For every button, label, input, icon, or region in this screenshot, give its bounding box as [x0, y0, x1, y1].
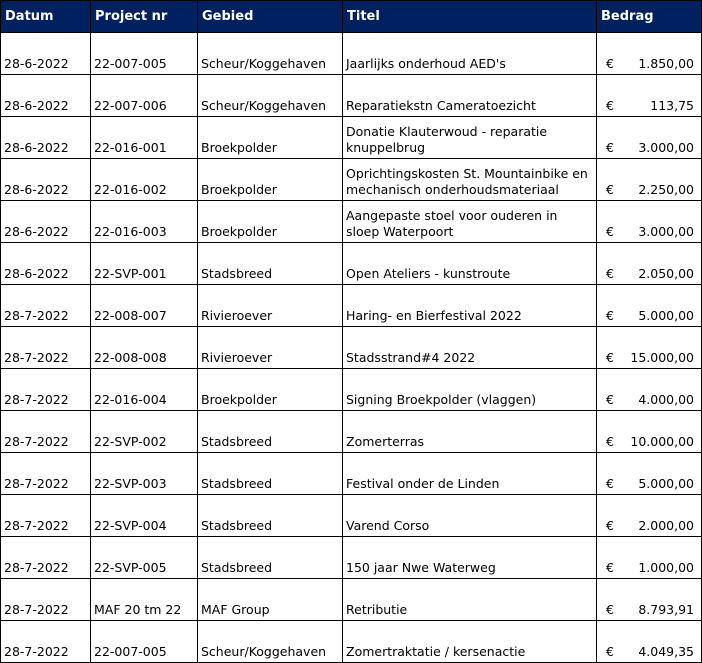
cell-project-nr: 22-016-001	[91, 117, 198, 159]
table-row	[1, 117, 702, 159]
cell-datum: 28-6-2022	[1, 201, 91, 243]
cell-bedrag	[597, 495, 702, 537]
table-row	[1, 75, 702, 117]
cell-gebied: Stadsbreed	[198, 495, 343, 537]
table-row	[1, 201, 702, 243]
cell-titel: Donatie Klauterwoud - reparatie knuppelbrug	[343, 117, 597, 159]
cell-titel: Stadsstrand#4 2022	[343, 327, 597, 369]
cell-titel: Open Ateliers - kunstroute	[343, 243, 597, 285]
cell-project-nr: 22-SVP-004	[91, 495, 198, 537]
table-row	[1, 285, 702, 327]
cell-project-nr: 22-SVP-005	[91, 537, 198, 579]
currency-symbol: €	[606, 392, 614, 407]
cell-datum: 28-7-2022	[1, 327, 91, 369]
cell-gebied: Scheur/Koggehaven	[198, 33, 343, 75]
cell-titel: Haring- en Bierfestival 2022	[343, 285, 597, 327]
cell-bedrag	[597, 579, 702, 621]
cell-gebied: Stadsbreed	[198, 453, 343, 495]
cell-titel: 150 jaar Nwe Waterweg	[343, 537, 597, 579]
cell-datum: 28-7-2022	[1, 537, 91, 579]
cell-bedrag	[597, 369, 702, 411]
cell-gebied: Rivieroever	[198, 327, 343, 369]
table-row	[1, 411, 702, 453]
amount-value: 3.000,00	[638, 224, 694, 239]
cell-project-nr: 22-016-003	[91, 201, 198, 243]
table-row	[1, 537, 702, 579]
amount-value: 2.050,00	[638, 266, 694, 281]
cell-bedrag	[597, 243, 702, 285]
currency-symbol: €	[606, 182, 614, 197]
cell-datum: 28-7-2022	[1, 621, 91, 663]
cell-bedrag	[597, 411, 702, 453]
amount-value: 8.793,91	[638, 602, 694, 617]
currency-symbol: €	[606, 266, 614, 281]
cell-bedrag	[597, 75, 702, 117]
currency-symbol: €	[606, 476, 614, 491]
amount-value: 4.049,35	[638, 644, 694, 659]
cell-bedrag	[597, 621, 702, 663]
cell-datum: 28-7-2022	[1, 495, 91, 537]
amount-value: 5.000,00	[638, 308, 694, 323]
currency-symbol: €	[606, 434, 614, 449]
cell-titel: Oprichtingskosten St. Mountainbike en mechanisch onderhoudsmateriaal	[343, 159, 597, 201]
header-project-nr: Project nr	[91, 1, 198, 33]
cell-project-nr: 22-007-005	[91, 621, 198, 663]
amount-value: 10.000,00	[630, 434, 694, 449]
currency-symbol: €	[606, 518, 614, 533]
header-row	[1, 1, 702, 33]
cell-titel: Festival onder de Linden	[343, 453, 597, 495]
table-row	[1, 369, 702, 411]
cell-titel: Reparatiekstn Cameratoezicht	[343, 75, 597, 117]
amount-value: 15.000,00	[630, 350, 694, 365]
amount-value: 3.000,00	[638, 140, 694, 155]
cell-project-nr: 22-007-005	[91, 33, 198, 75]
amount-value: 1.000,00	[638, 560, 694, 575]
cell-gebied: Stadsbreed	[198, 243, 343, 285]
cell-datum: 28-7-2022	[1, 411, 91, 453]
table-row	[1, 453, 702, 495]
currency-symbol: €	[606, 560, 614, 575]
amount-value: 5.000,00	[638, 476, 694, 491]
header-bedrag: Bedrag	[597, 1, 702, 33]
table-row	[1, 33, 702, 75]
cell-titel: Jaarlijks onderhoud AED's	[343, 33, 597, 75]
cell-datum: 28-7-2022	[1, 453, 91, 495]
cell-datum: 28-7-2022	[1, 285, 91, 327]
cell-datum: 28-6-2022	[1, 159, 91, 201]
cell-project-nr: 22-016-004	[91, 369, 198, 411]
cell-datum: 28-7-2022	[1, 579, 91, 621]
cell-datum: 28-6-2022	[1, 75, 91, 117]
cell-project-nr: 22-008-008	[91, 327, 198, 369]
cell-project-nr: 22-SVP-001	[91, 243, 198, 285]
cell-bedrag	[597, 537, 702, 579]
table-row	[1, 243, 702, 285]
header-datum: Datum	[1, 1, 91, 33]
cell-datum: 28-7-2022	[1, 369, 91, 411]
currency-symbol: €	[606, 308, 614, 323]
cell-project-nr: 22-SVP-002	[91, 411, 198, 453]
cell-bedrag	[597, 453, 702, 495]
cell-titel: Varend Corso	[343, 495, 597, 537]
table-row	[1, 327, 702, 369]
cell-gebied: Rivieroever	[198, 285, 343, 327]
amount-value: 1.850,00	[638, 56, 694, 71]
cell-gebied: Broekpolder	[198, 159, 343, 201]
cell-gebied: Broekpolder	[198, 117, 343, 159]
table-row	[1, 621, 702, 663]
cell-titel: Zomerterras	[343, 411, 597, 453]
cell-project-nr: 22-SVP-003	[91, 453, 198, 495]
amount-value: 2.000,00	[638, 518, 694, 533]
cell-gebied: Broekpolder	[198, 201, 343, 243]
header-titel: Titel	[343, 1, 597, 33]
currency-symbol: €	[606, 140, 614, 155]
currency-symbol: €	[606, 98, 614, 113]
currency-symbol: €	[606, 602, 614, 617]
header-gebied: Gebied	[198, 1, 343, 33]
cell-gebied: Stadsbreed	[198, 411, 343, 453]
cell-project-nr: 22-007-006	[91, 75, 198, 117]
cell-bedrag	[597, 201, 702, 243]
cell-project-nr: 22-016-002	[91, 159, 198, 201]
cell-gebied: Scheur/Koggehaven	[198, 621, 343, 663]
cell-gebied: Scheur/Koggehaven	[198, 75, 343, 117]
cell-bedrag	[597, 285, 702, 327]
cell-datum: 28-6-2022	[1, 33, 91, 75]
cell-gebied: Stadsbreed	[198, 537, 343, 579]
cell-project-nr: MAF 20 tm 22	[91, 579, 198, 621]
cell-titel: Retributie	[343, 579, 597, 621]
currency-symbol: €	[606, 644, 614, 659]
cell-titel: Aangepaste stoel voor ouderen in sloep Waterpoort	[343, 201, 597, 243]
currency-symbol: €	[606, 56, 614, 71]
cell-bedrag	[597, 117, 702, 159]
amount-value: 113,75	[650, 98, 694, 113]
cell-bedrag	[597, 327, 702, 369]
currency-symbol: €	[606, 224, 614, 239]
cell-datum: 28-6-2022	[1, 243, 91, 285]
currency-symbol: €	[606, 350, 614, 365]
cell-titel: Zomertraktatie / kersenactie	[343, 621, 597, 663]
amount-value: 4.000,00	[638, 392, 694, 407]
cell-datum: 28-6-2022	[1, 117, 91, 159]
table-row	[1, 495, 702, 537]
table-row	[1, 159, 702, 201]
cell-project-nr: 22-008-007	[91, 285, 198, 327]
amount-value: 2.250,00	[638, 182, 694, 197]
cell-gebied: MAF Group	[198, 579, 343, 621]
table-row	[1, 579, 702, 621]
cell-gebied: Broekpolder	[198, 369, 343, 411]
cell-bedrag	[597, 159, 702, 201]
cell-bedrag	[597, 33, 702, 75]
cell-titel: Signing Broekpolder (vlaggen)	[343, 369, 597, 411]
